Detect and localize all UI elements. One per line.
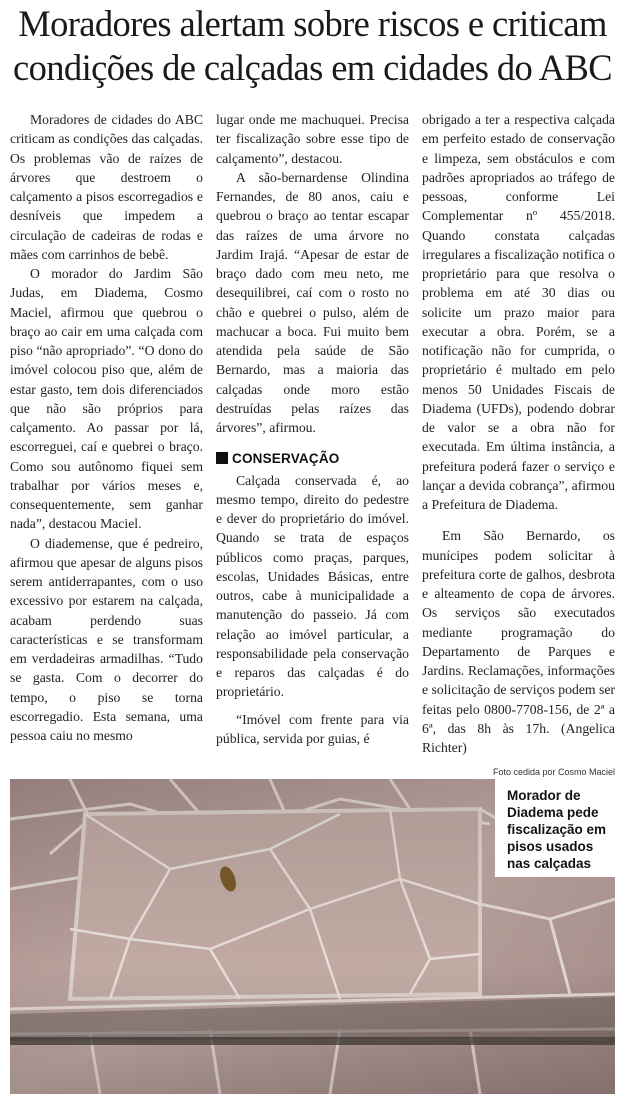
paragraph: “Imóvel com frente para via pública, servida por guias, é [216,711,409,746]
paragraph: Em São Bernardo, os munícipes podem solicitar à prefeitura corte de galhos, desbrota e alteamento de copa de árvores. Os serviços são executados mediante programação do Departamento de Parques e Jardins. Reclamações, informações e solicitação de serviços podem ser feitas pelo 0800-7708-156, de 2ª a 6ª, das 8h às 17h. (Angelica Richter) [422,528,615,755]
section-title: CONSERVAÇÃO [232,451,340,467]
square-bullet-icon [216,452,228,464]
sidewalk-photo [10,779,615,1094]
paragraph: O morador do Jardim São Judas, em Diadema, Cosmo Maciel, afirmou que quebrou o braço ao cair em uma calçada com piso “não apropriado”. “O dono do imóvel colocou piso que, além de estar gasto, tem dois diferenciados que não são próprios para calçamento. Ao passar por lá, escorreguei, caí e quebrei o braço. Como sou autônomo fiquei sem trabalhar por vários meses e, consequentemente, sem ganhar nada”, destacou Maciel. [10,266,203,532]
paragraph: obrigado a ter a respectiva calçada em perfeito estado de conservação e limpeza, sem obstáculos e com padrões apropriados ao tráfego de pessoas, conforme Lei Complementar nº 455/2018. Quando constata calçadas irregulares a fiscalização notifica o proprietário para que resolva o problema em até 30 dias ou solicite um prazo maior para executar a obra. Porém, se a notificação não for cumprida, o proprietário é multado em pelo menos 50 Unidades Fiscais de Diadema (UFDs), podendo dobrar de valor se a obra não for executada. Em última instância, a prefeitura poderá fazer o serviço e lançar a devida cobrança”, afirmou a Prefeitura de Diadema. [422,112,615,512]
paragraph: O diademense, que é pedreiro, afirmou que apesar de alguns pisos serem antiderrapantes, com o uso excessivo por estarem na calçada, acabam perdendo suas características e se transformam em verdadeiras armadilhas. “Tudo se gasta. Com o decorrer do tempo, o piso se torna escorregadio. Esta semana, uma pessoa caiu no mesmo [10,535,203,743]
photo-caption: Morador de Diadema pede fiscalização em pisos usados nas calçadas [495,779,615,877]
paragraph: Calçada conservada é, ao mesmo tempo, direito do pedestre e dever do proprietário do imóvel. Quando se trata de espaços públicos como praças, parques, escolas, Unidades Básicas, entre outros, cabe à municipalidade a manutenção do passeio. Já com relação ao imóvel particular, a responsabilidade pela conservação e reparos das calçadas é do proprietário. [216,472,409,700]
paragraph: A são-bernardense Olindina Fernandes, de 80 anos, caiu e quebrou o braço ao tentar escapar das raízes de uma árvore no Jardim Irajá. “Apesar de estar de braço dado com meu neto, me desequilibrei, caí com o rosto no chão e quebrei o pulso, além de machucar a boca. Fui muito bem atendida pela saúde de São Bernardo, mas a maioria das calçadas onde moro estão destruídas pelas raízes das árvores”, afirmou. [216,169,409,435]
paragraph: Moradores de cidades do ABC criticam as condições das calçadas. Os problemas vão de raízes de árvores que destroem o calçamento a pisos escorregadios e desníveis que impedem a circulação de cadeiras de rodas e mães com carrinhos de bebê. [10,112,203,262]
article-column-3 [422,110,615,757]
article-column-1 [10,110,203,745]
article-body [10,110,615,760]
photo-credit: Foto cedida por Cosmo Maciel [492,767,615,777]
paragraph: lugar onde me machuquei. Precisa ter fiscalização sobre esse tipo de calçamento”, destacou. [216,112,409,166]
headline: Moradores alertam sobre riscos e criticam condições de calçadas em cidades do ABC [13,3,612,88]
article-column-2 [216,110,409,748]
section-heading [216,449,409,468]
